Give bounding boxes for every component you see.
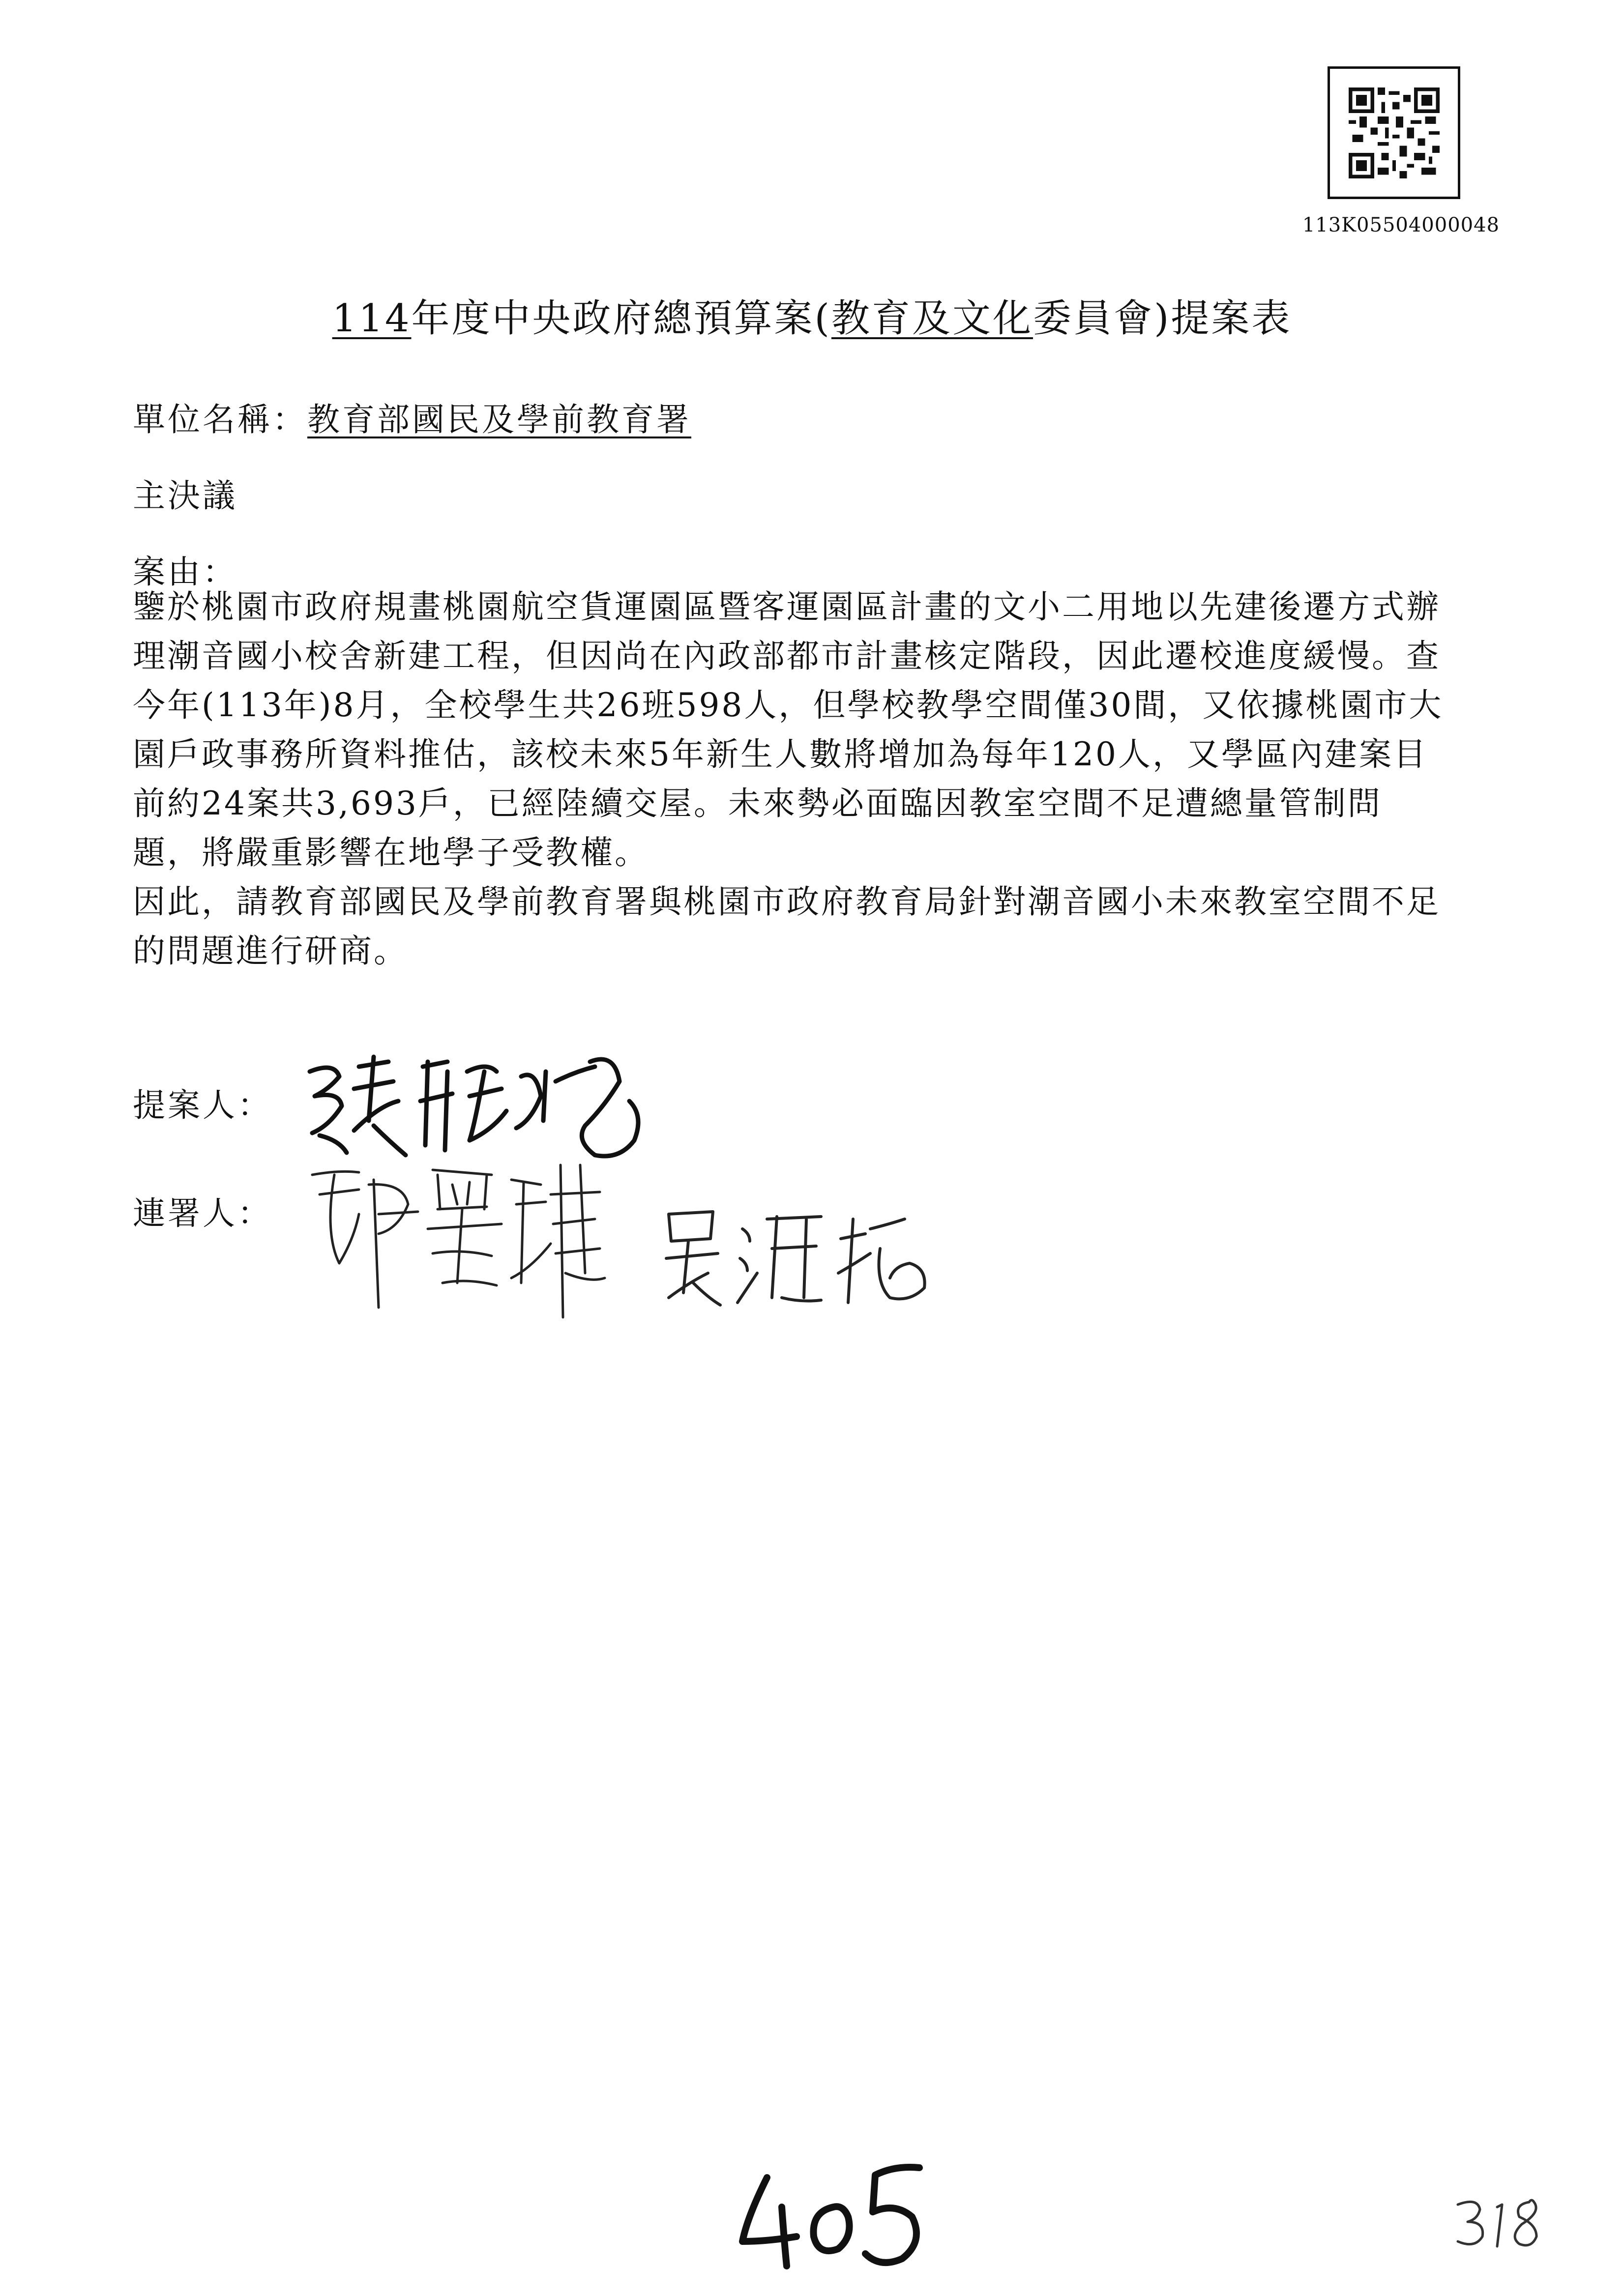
document-code: 113K05504000048 bbox=[1302, 214, 1500, 236]
unit-line bbox=[133, 393, 691, 440]
page-title bbox=[0, 288, 1624, 343]
unit-value: 教育部國民及學前教育署 bbox=[307, 401, 691, 438]
cosigner-label: 連署人： bbox=[133, 1194, 272, 1232]
handwritten-number-405 bbox=[728, 2148, 934, 2276]
proposer-signature bbox=[300, 1042, 654, 1170]
page-number-318 bbox=[1450, 2192, 1559, 2251]
reason-body bbox=[133, 582, 1450, 976]
resolution-label: 主決議 bbox=[133, 477, 237, 515]
qr-code-icon bbox=[1349, 87, 1440, 178]
title-part-2: 委員會)提案表 bbox=[1033, 296, 1292, 341]
committee-name: 教育及文化 bbox=[831, 296, 1033, 341]
budget-year: 114 bbox=[332, 296, 412, 341]
reason-label: 案由： bbox=[133, 553, 237, 591]
qr-code bbox=[1328, 66, 1460, 199]
cosigner-signature-1 bbox=[305, 1155, 659, 1342]
title-part-1: 年度中央政府總預算案( bbox=[411, 296, 831, 341]
unit-label: 單位名稱： bbox=[133, 401, 307, 438]
cosigner-signature-2 bbox=[659, 1199, 934, 1317]
reason-paragraph-1: 鑒於桃園市政府規畫桃園航空貨運園區暨客運園區計畫的文小二用地以先建後遷方式辦理潮音國小校舍新建工程，但因尚在內政部都市計畫核定階段，因此遷校進度緩慢。查今年(113年)8月，全校學生共26班598人，但學校教學空間僅30間，又依據桃園市大園戶政事務所資料推估，該校未來5年新生人數將增加為每年120人，又學區內建案目前約24案共3,693戶，已經陸續交屋。未來勢必面臨因教室空間不足遭總量管制問題，將嚴重影響在地學子受教權。 bbox=[133, 588, 1444, 872]
proposer-label: 提案人： bbox=[133, 1086, 272, 1124]
reason-paragraph-2: 因此，請教育部國民及學前教育署與桃園市政府教育局針對潮音國小未來教室空間不足的問題進行研商。 bbox=[133, 883, 1441, 970]
